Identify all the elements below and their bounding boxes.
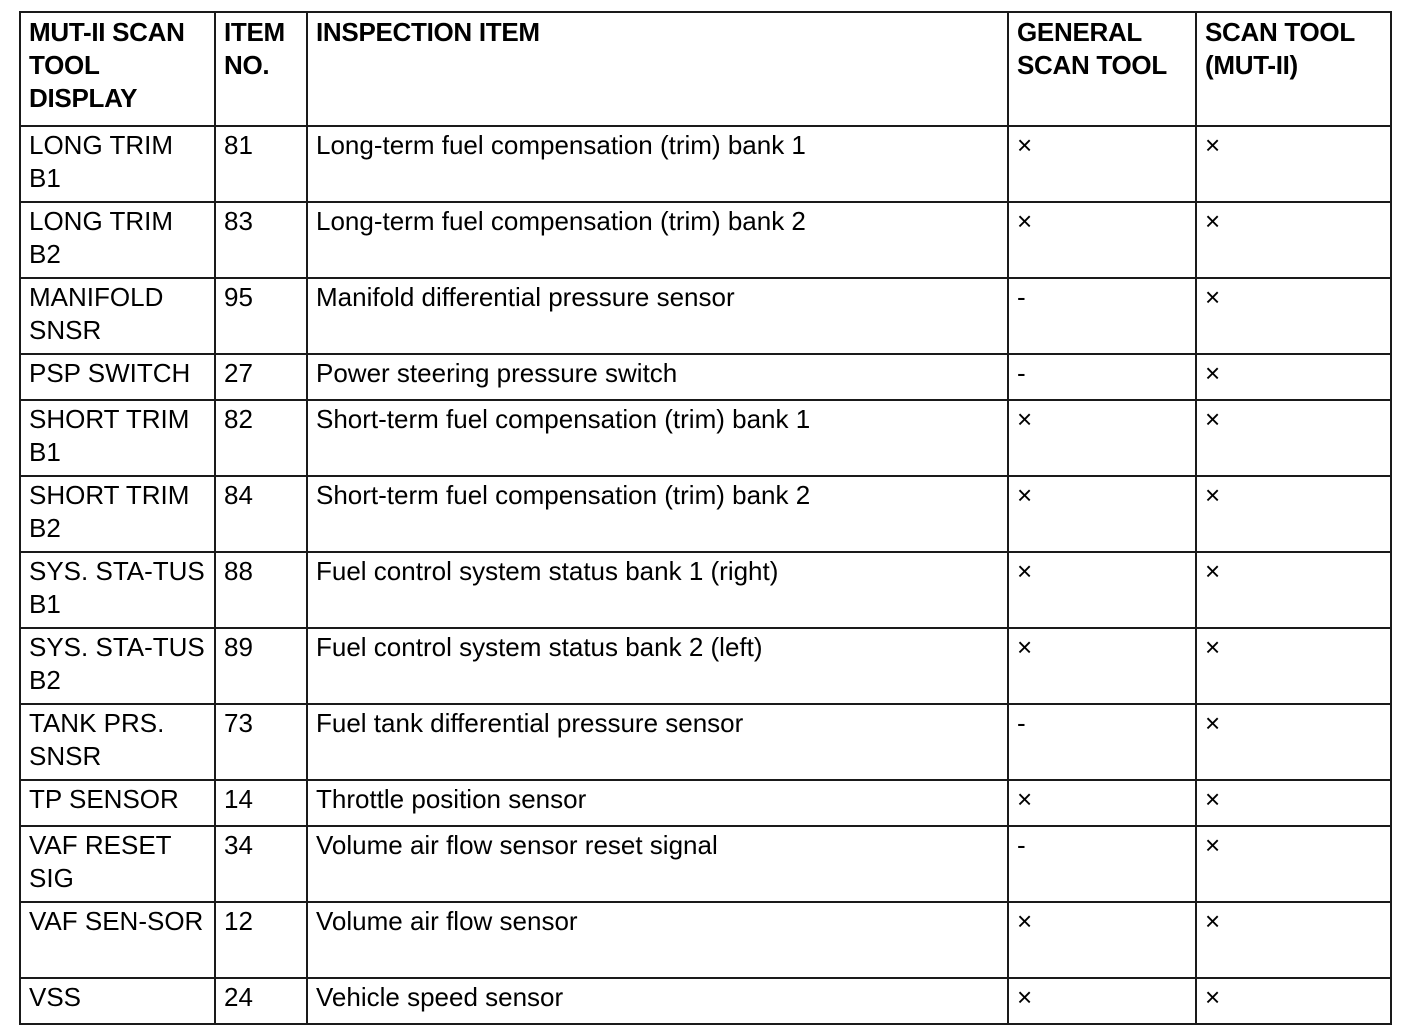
cell-general-scan-tool: - [1008, 278, 1196, 354]
cell-display: VSS [20, 978, 215, 1024]
header-row [20, 12, 1391, 126]
cell-display: LONG TRIM B2 [20, 202, 215, 278]
cell-inspection-item: Fuel tank differential pressure sensor [307, 704, 1008, 780]
table-row [20, 704, 1391, 780]
cell-scan-tool-mut: × [1196, 126, 1391, 202]
cell-general-scan-tool: × [1008, 780, 1196, 826]
cell-general-scan-tool: - [1008, 826, 1196, 902]
table-row [20, 552, 1391, 628]
cell-general-scan-tool: - [1008, 704, 1196, 780]
table-row [20, 202, 1391, 278]
cell-display: LONG TRIM B1 [20, 126, 215, 202]
cell-item-no: 84 [215, 476, 307, 552]
cell-inspection-item: Volume air flow sensor [307, 902, 1008, 978]
cell-inspection-item: Long-term fuel compensation (trim) bank 2 [307, 202, 1008, 278]
cell-scan-tool-mut: × [1196, 400, 1391, 476]
cell-item-no: 12 [215, 902, 307, 978]
cell-display: MANIFOLD SNSR [20, 278, 215, 354]
cell-inspection-item: Power steering pressure switch [307, 354, 1008, 400]
cell-inspection-item: Short-term fuel compensation (trim) bank 2 [307, 476, 1008, 552]
cell-general-scan-tool: × [1008, 400, 1196, 476]
cell-display: PSP SWITCH [20, 354, 215, 400]
cell-scan-tool-mut: × [1196, 978, 1391, 1024]
table-row [20, 476, 1391, 552]
cell-display: SHORT TRIM B2 [20, 476, 215, 552]
table-row [20, 400, 1391, 476]
cell-general-scan-tool: × [1008, 552, 1196, 628]
header-general-scan-tool: GENERAL SCAN TOOL [1008, 12, 1196, 126]
cell-item-no: 95 [215, 278, 307, 354]
header-display: MUT-II SCAN TOOL DISPLAY [20, 12, 215, 126]
cell-inspection-item: Long-term fuel compensation (trim) bank 1 [307, 126, 1008, 202]
cell-scan-tool-mut: × [1196, 826, 1391, 902]
cell-display: SHORT TRIM B1 [20, 400, 215, 476]
table-row [20, 780, 1391, 826]
cell-scan-tool-mut: × [1196, 552, 1391, 628]
cell-general-scan-tool: × [1008, 978, 1196, 1024]
cell-inspection-item: Fuel control system status bank 2 (left) [307, 628, 1008, 704]
table-row [20, 628, 1391, 704]
cell-inspection-item: Throttle position sensor [307, 780, 1008, 826]
cell-display: VAF RESET SIG [20, 826, 215, 902]
cell-display: TANK PRS. SNSR [20, 704, 215, 780]
cell-scan-tool-mut: × [1196, 476, 1391, 552]
cell-inspection-item: Fuel control system status bank 1 (right) [307, 552, 1008, 628]
cell-scan-tool-mut: × [1196, 628, 1391, 704]
cell-item-no: 83 [215, 202, 307, 278]
cell-inspection-item: Short-term fuel compensation (trim) bank 1 [307, 400, 1008, 476]
table-row [20, 126, 1391, 202]
cell-scan-tool-mut: × [1196, 354, 1391, 400]
cell-scan-tool-mut: × [1196, 902, 1391, 978]
cell-item-no: 24 [215, 978, 307, 1024]
cell-general-scan-tool: - [1008, 354, 1196, 400]
cell-item-no: 89 [215, 628, 307, 704]
header-item-no: ITEM NO. [215, 12, 307, 126]
cell-display: TP SENSOR [20, 780, 215, 826]
cell-general-scan-tool: × [1008, 902, 1196, 978]
cell-display: VAF SEN-SOR [20, 902, 215, 978]
cell-item-no: 81 [215, 126, 307, 202]
cell-general-scan-tool: × [1008, 202, 1196, 278]
table-header [20, 12, 1391, 126]
cell-scan-tool-mut: × [1196, 704, 1391, 780]
cell-display: SYS. STA-TUS B2 [20, 628, 215, 704]
table-row [20, 902, 1391, 978]
table-row [20, 278, 1391, 354]
cell-general-scan-tool: × [1008, 126, 1196, 202]
cell-inspection-item: Vehicle speed sensor [307, 978, 1008, 1024]
header-inspection-item: INSPECTION ITEM [307, 12, 1008, 126]
table-row [20, 978, 1391, 1024]
cell-general-scan-tool: × [1008, 628, 1196, 704]
cell-scan-tool-mut: × [1196, 278, 1391, 354]
cell-inspection-item: Volume air flow sensor reset signal [307, 826, 1008, 902]
cell-item-no: 27 [215, 354, 307, 400]
cell-item-no: 14 [215, 780, 307, 826]
cell-item-no: 82 [215, 400, 307, 476]
cell-inspection-item: Manifold differential pressure sensor [307, 278, 1008, 354]
header-scan-tool-mut: SCAN TOOL (MUT-II) [1196, 12, 1391, 126]
table-row [20, 354, 1391, 400]
cell-scan-tool-mut: × [1196, 202, 1391, 278]
scan-tool-inspection-table [19, 11, 1392, 1025]
cell-display: SYS. STA-TUS B1 [20, 552, 215, 628]
cell-general-scan-tool: × [1008, 476, 1196, 552]
cell-item-no: 73 [215, 704, 307, 780]
table-body [20, 126, 1391, 1024]
cell-scan-tool-mut: × [1196, 780, 1391, 826]
cell-item-no: 88 [215, 552, 307, 628]
cell-item-no: 34 [215, 826, 307, 902]
table-row [20, 826, 1391, 902]
